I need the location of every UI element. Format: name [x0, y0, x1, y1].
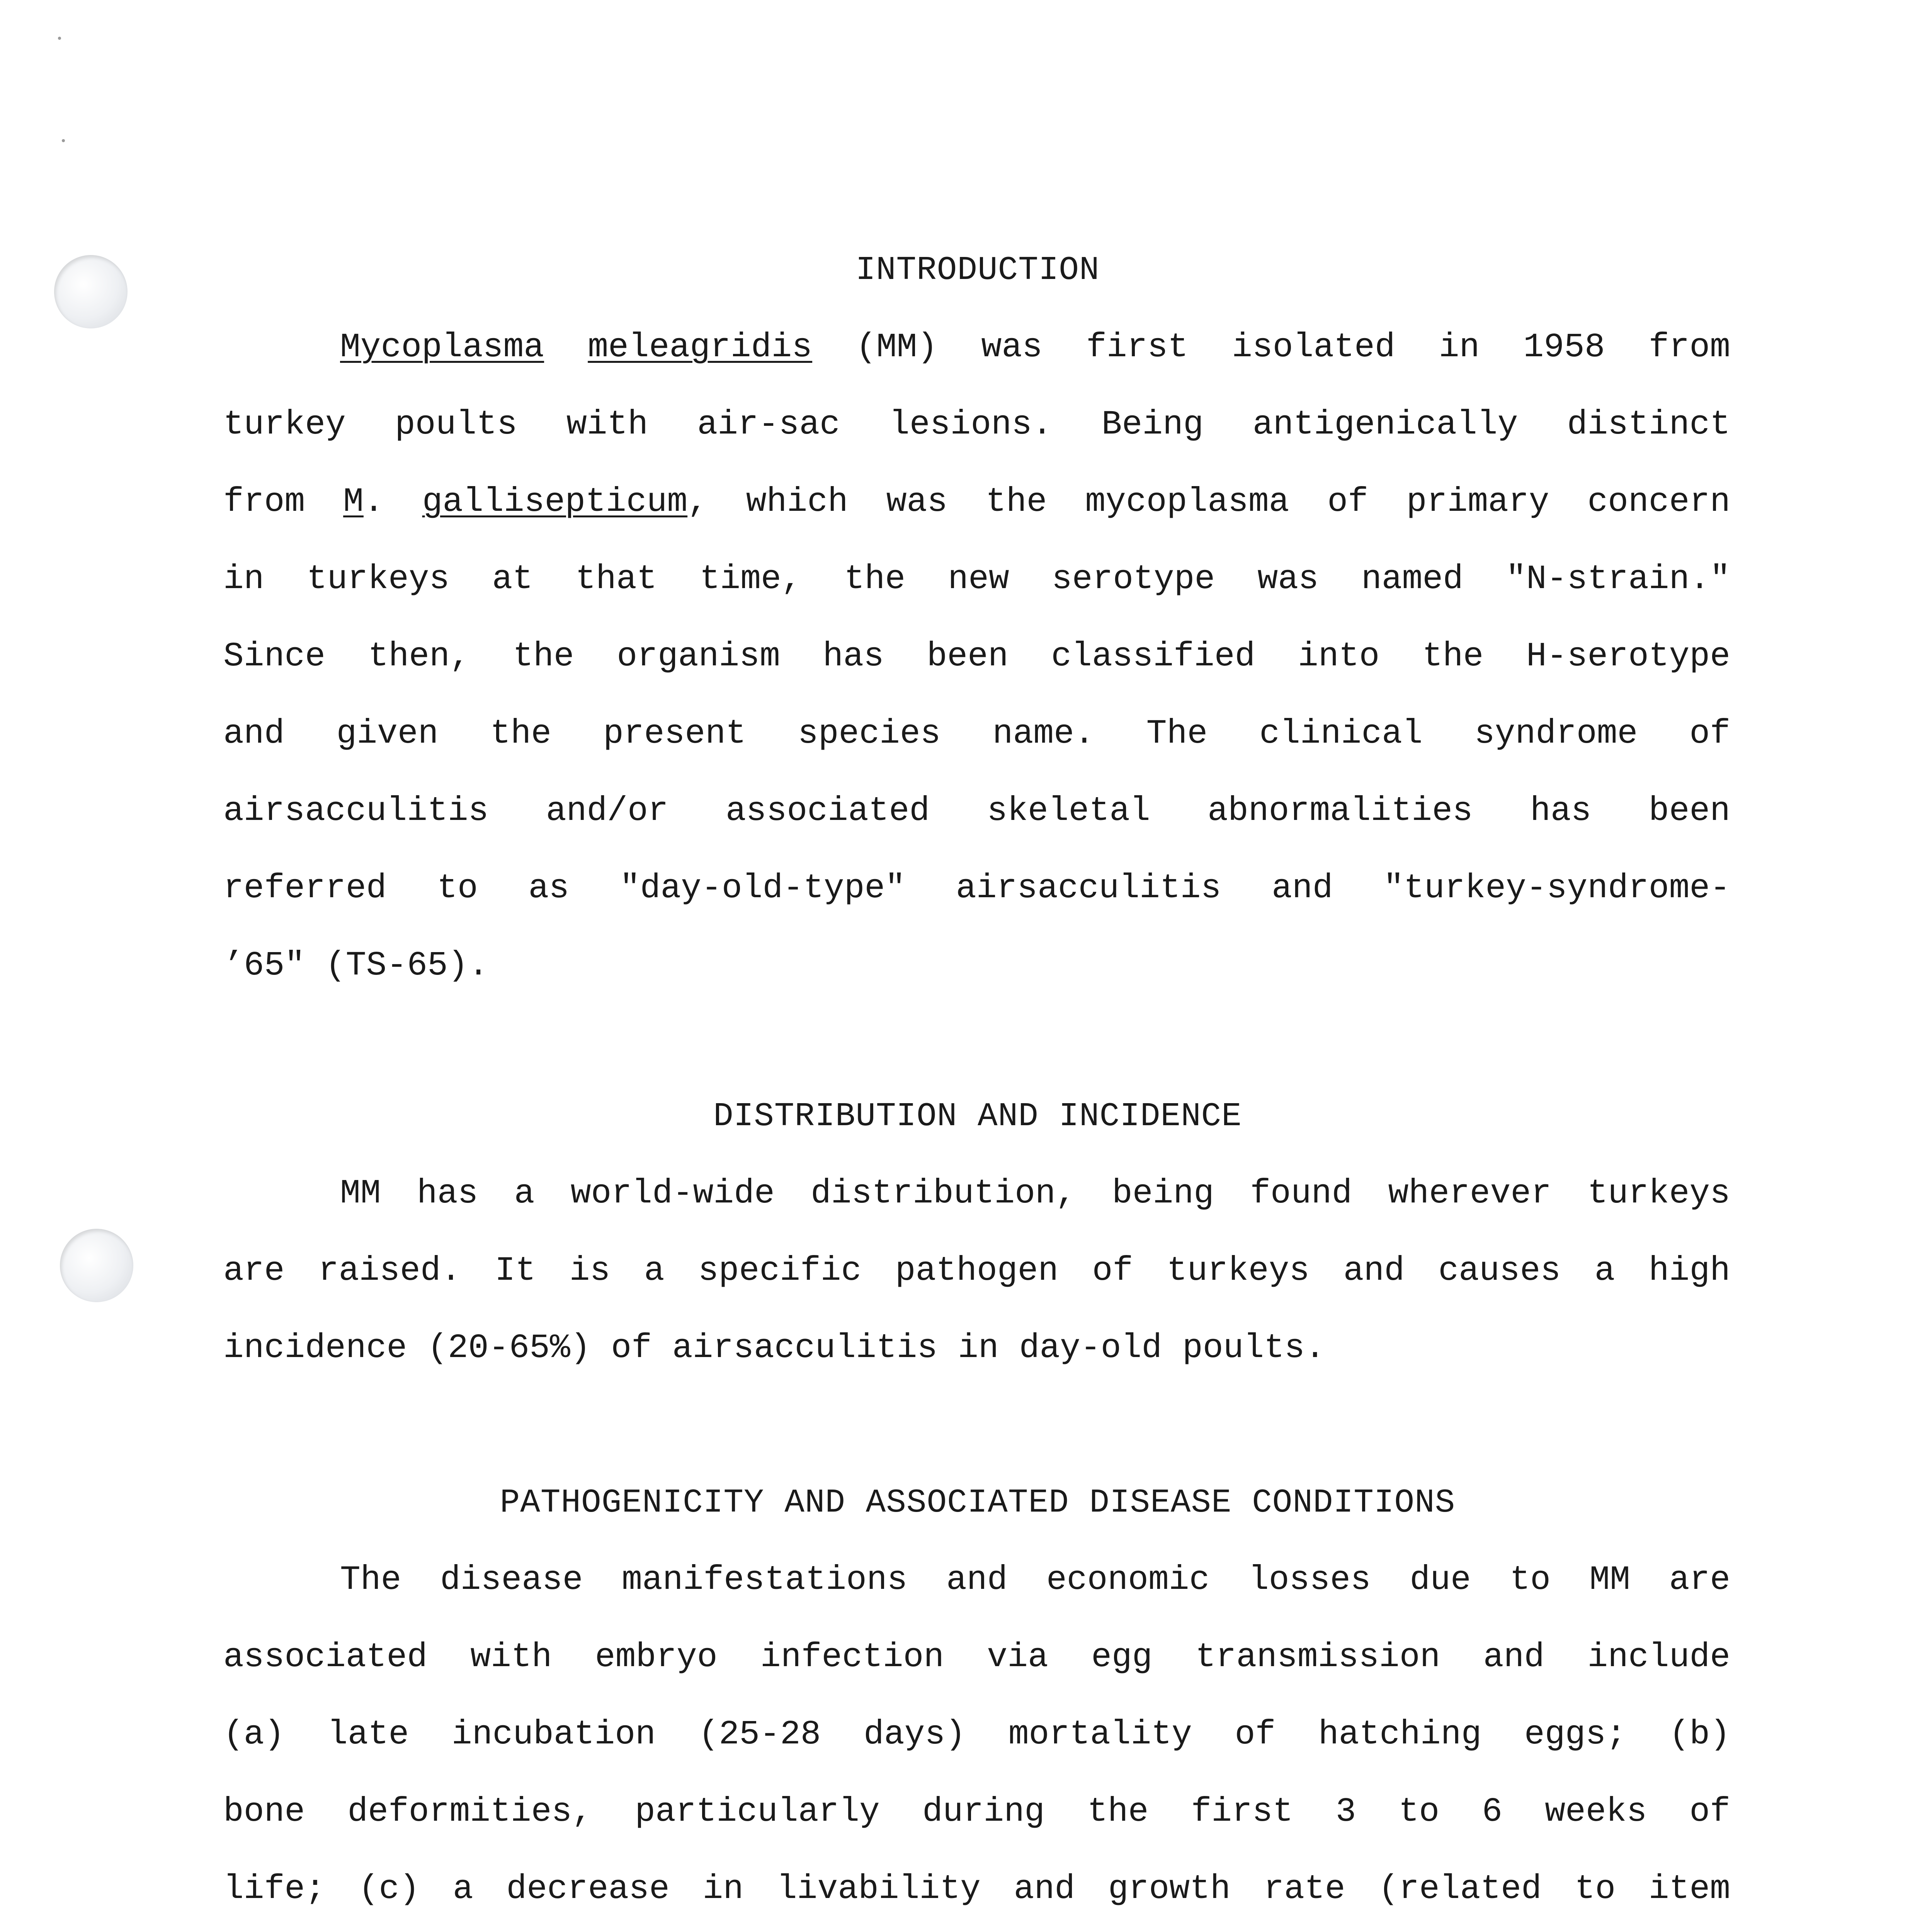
text-line: bone deformities, particularly during the first 3 to 6 weeks of [223, 1793, 1730, 1831]
section-heading-pathogenicity: PATHOGENICITY AND ASSOCIATED DISEASE CONDITIONS [500, 1484, 1456, 1522]
species-epithet: meleagridis [588, 328, 813, 367]
species-genus: Mycoplasma [340, 328, 544, 367]
text-line: associated with embryo infection via egg transmission and include [223, 1638, 1730, 1677]
text-line: are raised. It is a specific pathogen of turkeys and causes a high [223, 1252, 1730, 1290]
text-line: from M. gallisepticum, which was the mycoplasma of primary concern [223, 483, 1731, 521]
text-line: referred to as "day-old-type" airsacculitis and "turkey-syndrome- [223, 869, 1730, 908]
text-line: Mycoplasma meleagridis (MM) was first isolated in 1958 from [340, 328, 1730, 367]
text-line: life; (c) a decrease in livability and growth rate (related to item [223, 1870, 1730, 1908]
text-line: MM has a world-wide distribution, being found wherever turkeys [340, 1175, 1730, 1213]
section-heading-introduction: INTRODUCTION [855, 251, 1100, 289]
text-line: and given the present species name. The clinical syndrome of [223, 715, 1730, 753]
genus-abbreviation: M [343, 483, 364, 521]
section-heading-distribution: DISTRIBUTION AND INCIDENCE [713, 1097, 1242, 1135]
text-line: The disease manifestations and economic losses due to MM are [340, 1561, 1730, 1599]
text-line: turkey poults with air-sac lesions. Being antigenically distinct [223, 406, 1730, 444]
text-line: incidence (20-65%) of airsacculitis in day-old poults. [223, 1329, 1325, 1367]
text-line: (a) late incubation (25-28 days) mortality of hatching eggs; (b) [223, 1716, 1730, 1754]
binder-hole-middle [60, 1229, 133, 1302]
text-line: airsacculitis and/or associated skeletal abnormalities has been [223, 792, 1730, 830]
species-epithet: gallisepticum [422, 483, 688, 521]
text-line: ’65" (TS-65). [223, 947, 489, 985]
text-line: Since then, the organism has been classified into the H-serotype [223, 638, 1730, 676]
scan-speck [62, 139, 65, 142]
text-line: in turkeys at that time, the new serotype was named "N-strain." [223, 560, 1730, 599]
scan-speck [58, 37, 61, 40]
